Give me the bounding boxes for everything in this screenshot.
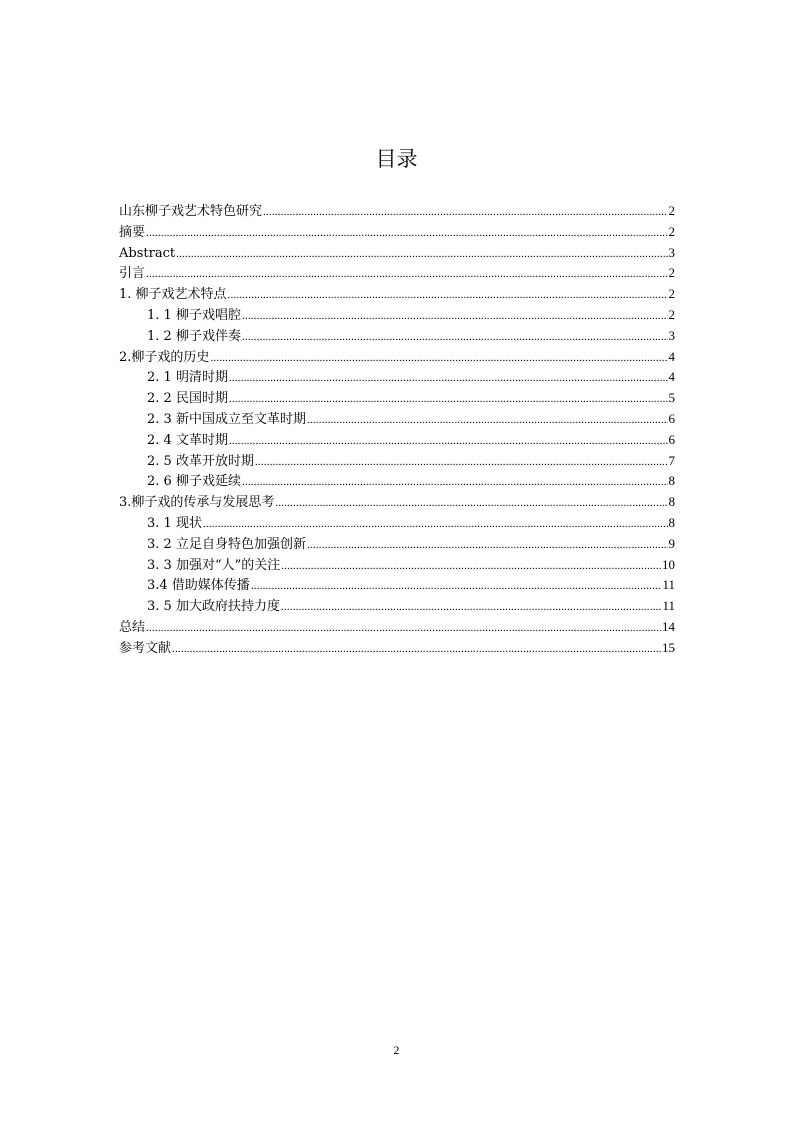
toc-entry-page: 2 [668, 203, 675, 218]
toc-entry-label: 摘要 [119, 224, 146, 240]
toc-entry-label: 山东柳子戏艺术特色研究 [119, 204, 263, 219]
toc-entry-page: 15 [662, 639, 675, 655]
toc-entry[interactable] [119, 492, 675, 513]
toc-dot-leader [228, 285, 668, 306]
toc-entry-label: 1. 1 柳子戏唱腔 [147, 307, 241, 323]
toc-dot-leader [255, 452, 668, 473]
toc-entry-label: 2. 6 柳子戏延续 [147, 474, 241, 490]
toc-entry-page: 7 [668, 452, 675, 468]
toc-entry[interactable] [119, 471, 675, 492]
toc-entry-label: 引言 [119, 266, 146, 282]
toc-dot-leader [146, 223, 667, 244]
toc-entry-page: 11 [662, 577, 675, 593]
toc-dot-leader [146, 264, 667, 285]
toc-entry[interactable] [119, 513, 675, 534]
toc-entry[interactable] [119, 388, 675, 409]
toc-entry-label: 2. 4 文革时期 [147, 432, 228, 448]
toc-entry-page: 4 [668, 348, 675, 364]
toc-entry-page: 8 [668, 473, 675, 489]
toc-entry-label: 2.柳子戏的历史 [119, 349, 210, 365]
toc-dot-leader [176, 244, 667, 265]
toc-entry-page: 2 [668, 223, 675, 239]
toc-dot-leader [203, 514, 668, 535]
toc-entry[interactable] [119, 617, 675, 638]
toc-entry-page: 5 [668, 390, 675, 406]
toc-dot-leader [281, 597, 662, 618]
toc-dot-leader [307, 410, 668, 431]
toc-entry-label: 3.4 借助媒体传播 [147, 578, 250, 594]
toc-entry[interactable] [119, 534, 675, 555]
toc-entry-page: 3 [668, 244, 675, 260]
toc-entry-page: 11 [662, 598, 675, 614]
toc-entry[interactable] [119, 367, 675, 388]
toc-entry[interactable] [119, 201, 675, 222]
toc-entry-page: 14 [662, 618, 675, 634]
toc-entry-label: 总结 [119, 619, 146, 635]
toc-list [119, 201, 675, 659]
toc-entry[interactable] [119, 575, 675, 596]
toc-entry-page: 2 [668, 306, 675, 322]
toc-dot-leader [210, 348, 667, 369]
toc-dot-leader [242, 306, 668, 327]
toc-dot-leader [307, 535, 668, 556]
toc-dot-leader [229, 389, 668, 410]
toc-entry[interactable] [119, 263, 675, 284]
toc-title: 目录 [375, 147, 418, 171]
toc-entry[interactable] [119, 222, 675, 243]
toc-entry-label: 3. 2 立足自身特色加强创新 [147, 536, 306, 552]
toc-entry-page: 9 [668, 535, 675, 551]
toc-entry[interactable] [119, 596, 675, 617]
toc-entry-label: 3. 3 加强对“人”的关注 [147, 557, 281, 573]
toc-entry-page: 8 [668, 514, 675, 530]
toc-entry[interactable] [119, 284, 675, 305]
toc-entry[interactable] [119, 430, 675, 451]
toc-dot-leader [281, 556, 661, 577]
toc-entry-label: 3. 1 现状 [147, 515, 202, 531]
toc-entry[interactable] [119, 638, 675, 659]
toc-entry-label: 1. 2 柳子戏伴奏 [147, 328, 241, 344]
toc-entry-page: 2 [668, 286, 675, 302]
toc-dot-leader [263, 202, 667, 223]
toc-entry[interactable] [119, 305, 675, 326]
toc-entry-page: 4 [668, 369, 675, 385]
toc-entry-label: 2. 2 民国时期 [147, 391, 228, 407]
toc-dot-leader [229, 368, 668, 389]
page-number: 2 [393, 1043, 400, 1057]
toc-entry-label: 3.柳子戏的传承与发展思考 [119, 495, 275, 511]
toc-entry[interactable] [119, 409, 675, 430]
toc-dot-leader [251, 576, 662, 597]
toc-entry-label: 2. 3 新中国成立至文革时期 [147, 411, 306, 427]
toc-entry[interactable] [119, 347, 675, 368]
toc-entry-page: 6 [668, 410, 675, 426]
toc-dot-leader [146, 618, 661, 639]
toc-entry-label: Abstract [119, 245, 176, 261]
toc-entry-label: 参考文献 [119, 640, 172, 656]
toc-entry-label: 1. 柳子戏艺术特点 [119, 287, 227, 303]
toc-dot-leader [172, 639, 661, 660]
toc-dot-leader [242, 327, 668, 348]
toc-entry[interactable] [119, 555, 675, 576]
toc-dot-leader [242, 472, 668, 493]
toc-entry-page: 3 [668, 327, 675, 343]
toc-entry-page: 8 [668, 494, 675, 510]
toc-entry[interactable] [119, 451, 675, 472]
toc-entry[interactable] [119, 326, 675, 347]
toc-dot-leader [229, 431, 668, 452]
toc-entry-label: 2. 1 明清时期 [147, 370, 228, 386]
toc-entry-page: 6 [668, 431, 675, 447]
toc-entry-label: 3. 5 加大政府扶持力度 [147, 599, 280, 615]
toc-entry-page: 2 [668, 265, 675, 281]
toc-entry[interactable] [119, 243, 675, 264]
toc-entry-label: 2. 5 改革开放时期 [147, 453, 254, 469]
toc-entry-page: 10 [662, 556, 675, 572]
toc-dot-leader [275, 493, 667, 514]
